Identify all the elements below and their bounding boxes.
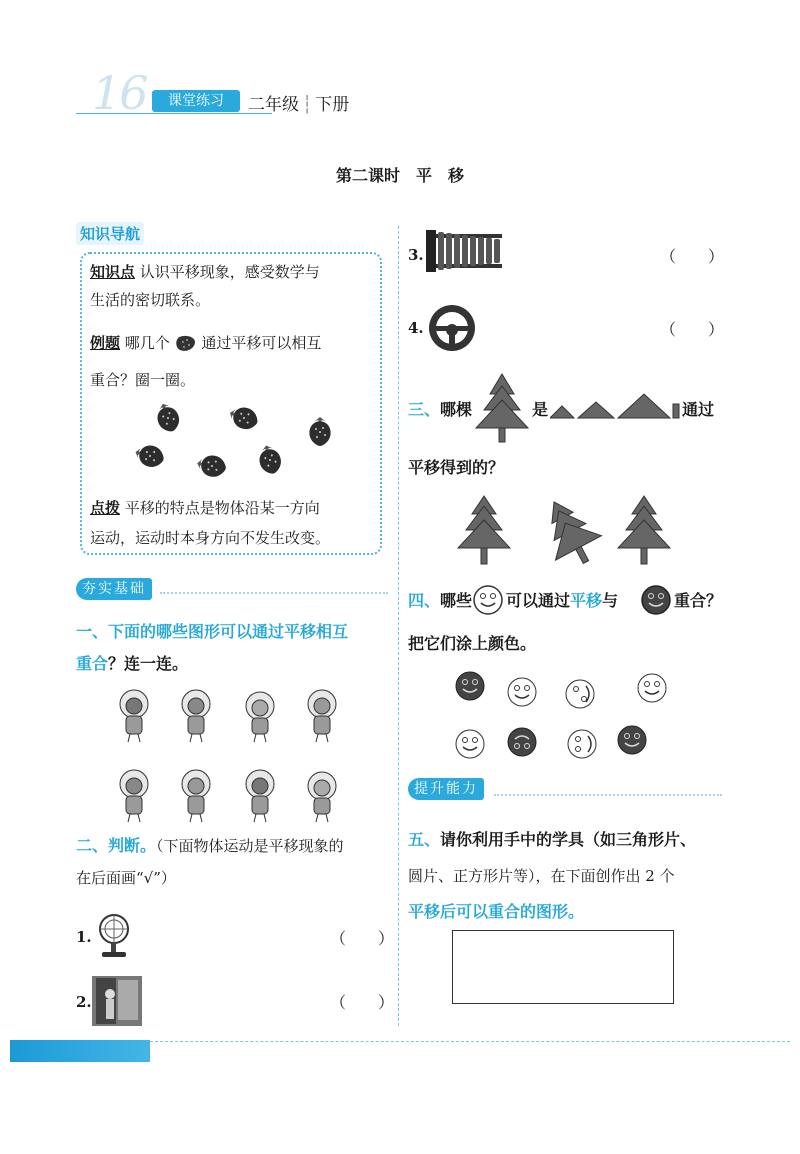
question-2 [76,830,396,894]
smiley-2 [508,678,536,706]
tree-option-3 [618,496,670,564]
strawberry-1 [153,402,183,435]
q3-prefix: 三、 [408,400,441,419]
item-4-answer[interactable]: （ ） [660,320,725,339]
q1-prefix: 一、下面的哪些图形可以 [76,622,253,641]
question-1 [76,616,396,680]
column-divider [398,226,399,1026]
q3-text-d: 平移得到的？ [408,458,505,477]
example [90,328,380,402]
goat-figure-8 [308,772,336,822]
tree-icon [474,372,530,444]
item-2-answer[interactable]: （ ） [330,993,395,1012]
drawing-box[interactable] [452,930,674,1004]
smiley-7 [568,730,596,758]
example-label: 例题 [90,334,121,352]
knowledge-section-label: 知识导航 [76,222,144,245]
steering-wheel-icon [426,302,478,354]
goat-figure-7 [246,770,274,822]
advance-section-label: 提升能力 [408,778,484,800]
knowledge-point-label: 知识点 [90,263,136,281]
smileys-figure [450,664,690,764]
item-3-number: 3. [408,246,424,264]
q5-text-2: 圆片、正方形片等），在下面创作出 2 个 [408,867,675,885]
smiley-1 [456,672,484,700]
q5-text-3: 平移后可以重合的图形。 [408,902,585,921]
window-curtain-icon [92,976,142,1026]
example-text-b: 通过平移可以相互 [201,334,322,352]
q2-text-1: （下面物体运动是平移现象的 [156,837,344,855]
q2-text-2: 在后面画“√”） [76,869,176,887]
item-1-answer[interactable]: （ ） [330,929,395,948]
q4-text-e: 把它们涂上颜色。 [408,634,537,653]
q4-text-highlight: 平移 [570,591,603,610]
q1-line2-rest: ？连一连。 [108,654,189,673]
smiley-6 [508,728,536,756]
fan-icon [92,912,134,958]
header-tag: 课堂练习 [152,90,240,112]
smiley-8 [618,726,646,754]
tree-options [452,494,692,570]
page-number: 16 [92,66,147,120]
tip-label: 点拨 [90,499,121,517]
lesson-title: 第二课时 平 移 [335,166,464,185]
header-rule [76,113,272,114]
smiley-filled-icon [640,584,672,616]
tip-text-2: 运动，运动时本身方向不发生改变。 [90,529,331,547]
advance-rule [494,794,722,796]
strawberry-6 [256,443,284,476]
goats-row-2 [112,766,352,826]
tip [90,493,380,553]
volume-text: 下册 [315,95,350,115]
strawberry-icon [175,334,197,354]
strawberry-5 [195,453,227,479]
strawberries-figure [130,402,340,482]
triangles-icon [550,392,680,422]
header-grade: 二年级 ┆ 下册 [248,95,350,115]
example-text-a: 哪几个 [124,334,170,352]
strawberry-2 [226,403,260,433]
footer-rule [150,1041,790,1042]
strawberry-3 [309,417,330,446]
smiley-outline-icon [472,584,504,616]
q1-line2-highlight: 重合 [76,654,109,673]
goat-figure-3 [246,692,274,742]
basics-section-label: 夯实基础 [76,578,152,600]
item-2-number: 2. [76,993,92,1011]
q4-text-b: 可以通过 [506,591,571,610]
tree-option-2 [531,494,609,570]
knowledge-point-text-2: 生活的密切联系。 [90,291,211,309]
example-text-c: 重合？圈一圈。 [90,371,196,389]
goat-figure-6 [182,770,210,822]
q5-text-1: 请你利用手中的学具（如三角形片、 [440,830,697,849]
q4-line-1 [408,585,472,617]
q4-prefix: 四、 [408,591,441,610]
footer-bar [10,1040,150,1062]
tree-option-1 [458,496,510,564]
item-4-number: 4. [408,319,424,337]
q4-line-1b [506,585,618,617]
item-1-number: 1. [76,928,92,946]
q5-prefix: 五、 [408,830,441,849]
smiley-5 [456,730,484,758]
item-3-answer[interactable]: （ ） [660,247,725,266]
knowledge-point-text-1: 认识平移现象，感受数学与 [139,263,320,281]
q3-text-c: 通过 [682,400,715,419]
goats-row-1 [112,686,352,746]
q1-highlight: 通过平移相互 [252,622,349,641]
q2-prefix: 二、判断。 [76,836,157,855]
knowledge-point [90,258,380,314]
q4-text-a: 哪些 [440,591,473,610]
q3-prefix-line [408,394,472,426]
tip-text-1: 平移的特点是物体沿某一方向 [124,499,320,517]
basics-rule [160,592,388,594]
q3-text-a: 哪棵 [440,400,473,419]
goat-figure-4 [308,690,336,742]
q3-text-b: 是 [532,400,549,419]
grade-text: 二年级 [248,95,299,115]
goat-figure-1 [120,690,148,742]
question-5 [408,822,728,930]
q4-text-d: 重合？ [674,591,723,610]
strawberry-4 [133,442,166,470]
goat-figure-2 [182,690,210,742]
q4-text-c: 与 [602,591,619,610]
abacus-icon [424,228,504,274]
goat-figure-5 [120,770,148,822]
smiley-3 [566,680,594,708]
smiley-4 [638,674,666,702]
